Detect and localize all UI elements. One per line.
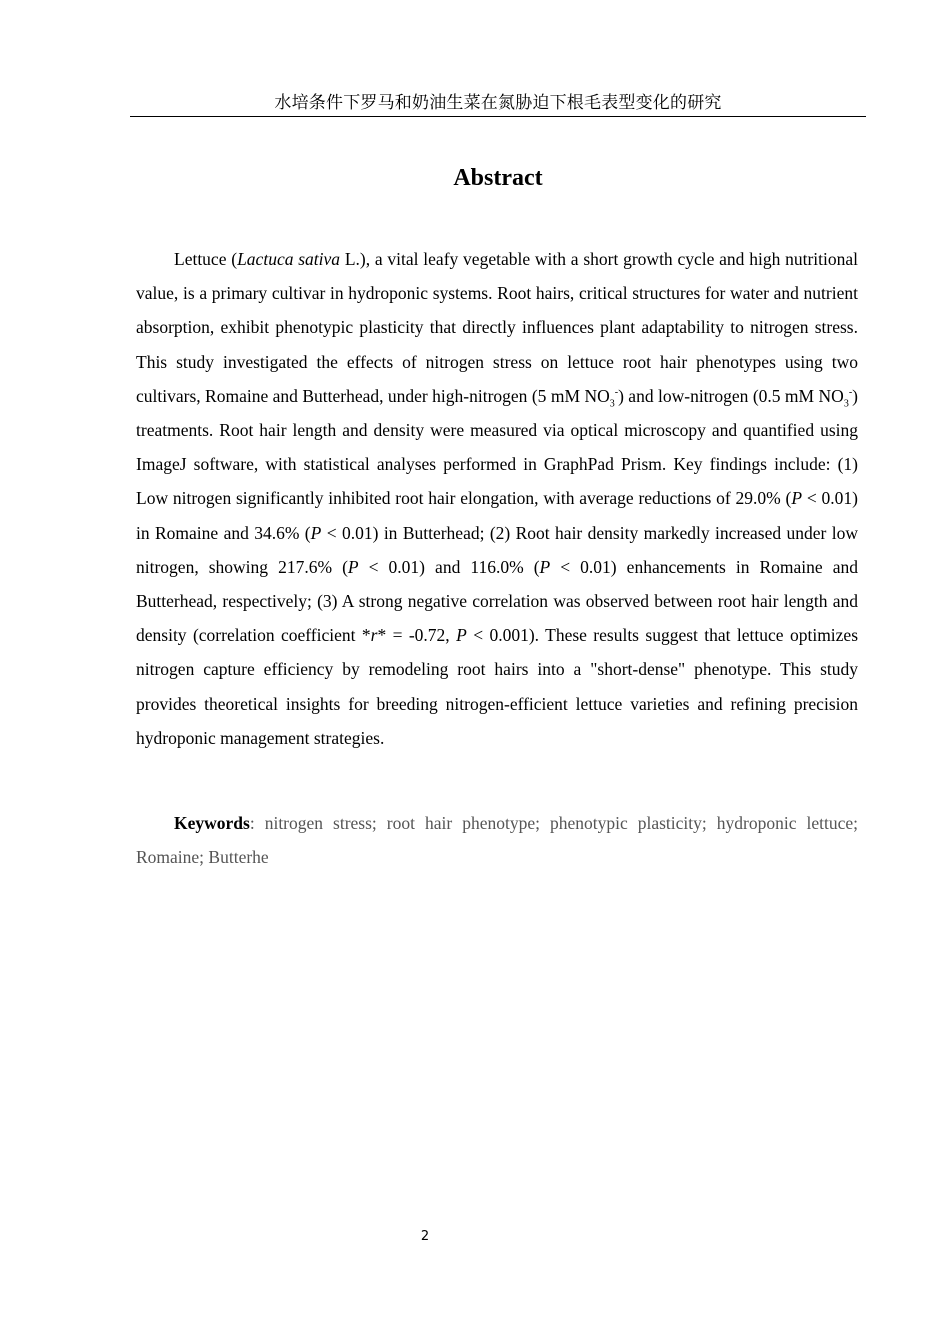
abstract-paragraph bbox=[136, 242, 858, 755]
keywords-list: nitrogen stress; root hair phenotype; phenotypic plasticity; hydroponic lettuce; Romaine; Butterhe bbox=[136, 813, 858, 868]
abstract-text: < 0.01) in Butterhead; (2) Root hair density markedly increased under low nitrogen, showing 217.6% ( bbox=[136, 522, 858, 577]
abstract-text: Lettuce ( bbox=[174, 249, 238, 269]
abstract-text: ) and low-nitrogen (0.5 mM NO bbox=[618, 385, 844, 406]
keywords-paragraph bbox=[136, 806, 858, 874]
abstract-text: < 0.01) and 116.0% ( bbox=[358, 556, 540, 577]
abstract-text: < 0.01) in Romaine and 34.6% ( bbox=[136, 488, 858, 543]
nitrate-superscript: - bbox=[848, 386, 853, 398]
r-symbol: r bbox=[370, 625, 378, 646]
keywords-label: Keywords bbox=[174, 813, 250, 833]
abstract-text: < 0.01) enhancements in Romaine and Butterhead, respectively; (3) A strong negative correlation was observed between root hair length and density (correlation coefficient * bbox=[136, 556, 858, 646]
nitrate-superscript: - bbox=[614, 386, 619, 398]
p-value-symbol: P bbox=[456, 625, 467, 646]
abstract-text: L.), a vital leafy vegetable with a short growth cycle and high nutritional value, is a primary cultivar in hydroponic systems. Root hairs, critical structures for water and nutrient absorption, exhibit phenotypic plasticity that directly influences plant adaptability to nitrogen stress. This study investigated the effects of nitrogen stress on lettuce root hair phenotypes using two cultivars, Romaine and Butterhead, under high-nitrogen (5 mM NO bbox=[136, 249, 859, 406]
keywords-separator: : bbox=[249, 813, 265, 833]
species-name: Lactuca sativa bbox=[237, 249, 341, 269]
p-value-symbol: P bbox=[539, 556, 551, 577]
nitrate-subscript: 3 bbox=[609, 398, 615, 410]
running-header: 水培条件下罗马和奶油生菜在氮胁迫下根毛表型变化的研究 bbox=[130, 92, 866, 117]
abstract-text: < 0.001). These results suggest that lettuce optimizes nitrogen capture efficiency by remodeling root hairs into a "short-dense" phenotype. This study provides theoretical insights for breeding nitrogen-efficient lettuce varieties and refining precision hydroponic management strategies. bbox=[136, 625, 859, 748]
nitrate-subscript: 3 bbox=[843, 398, 849, 410]
abstract-text: * = -0.72, bbox=[377, 625, 457, 646]
page-number: 2 bbox=[420, 1229, 430, 1244]
p-value-symbol: P bbox=[347, 556, 359, 577]
p-value-symbol: P bbox=[791, 488, 803, 509]
abstract-title: Abstract bbox=[453, 165, 543, 191]
p-value-symbol: P bbox=[310, 522, 322, 543]
abstract-text: ) treatments. Root hair length and density were measured via optical microscopy and quantified using ImageJ software, with statistical analyses performed in GraphPad Prism. Key findings include: (1) Low nitrogen significantly inhibited root hair elongation, with average reductions of 29.0% ( bbox=[136, 385, 858, 509]
